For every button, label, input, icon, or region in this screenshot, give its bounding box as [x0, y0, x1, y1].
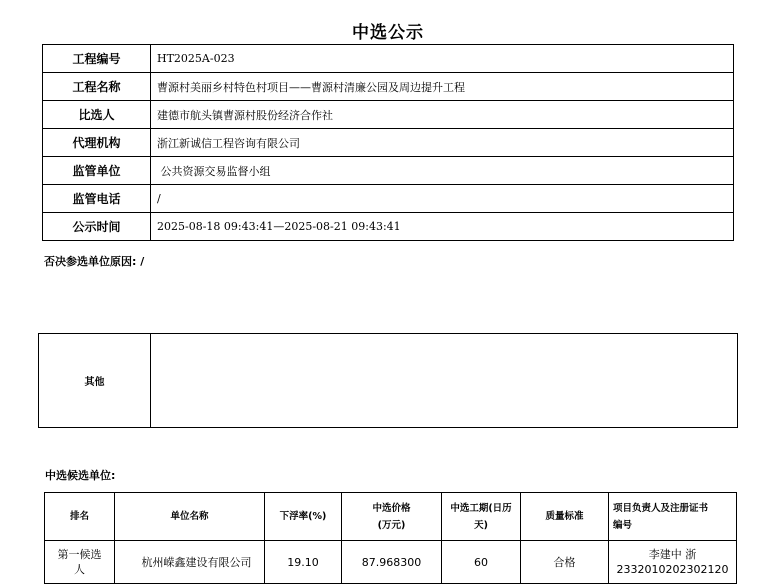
info-label: 监管电话: [43, 185, 151, 213]
info-value: 公共资源交易监督小组: [151, 157, 734, 185]
other-row: [39, 334, 738, 428]
candidates-title: 中选候选单位:: [45, 469, 116, 482]
info-row-project-name: [43, 73, 734, 101]
info-row-supervisor-phone: [43, 185, 734, 213]
header-rate: 下浮率(%): [265, 493, 342, 541]
info-label: 工程名称: [43, 73, 151, 101]
project-info-table: [42, 44, 734, 241]
header-unit: 单位名称: [115, 493, 265, 541]
header-quality: 质量标准: [521, 493, 609, 541]
page-title: 中选公示: [352, 23, 424, 43]
info-label: 比选人: [43, 101, 151, 129]
candidate-price: 87.968300: [342, 541, 442, 584]
candidate-rate: 19.10: [265, 541, 342, 584]
other-value: [151, 334, 738, 428]
info-value: 建德市航头镇曹源村股份经济合作社: [151, 101, 734, 129]
candidate-quality: 合格: [521, 541, 609, 584]
info-value: HT2025A-023: [151, 45, 734, 73]
header-manager: [609, 493, 737, 541]
info-value: 浙江新诚信工程咨询有限公司: [151, 129, 734, 157]
header-manager-line1: 项目负责人及注册证书: [613, 502, 709, 514]
info-label: 工程编号: [43, 45, 151, 73]
candidates-header-row: [45, 493, 737, 541]
candidate-period: 60: [442, 541, 521, 584]
other-label: 其他: [39, 334, 151, 428]
candidate-unit: 杭州嵘鑫建设有限公司: [115, 541, 265, 584]
info-row-selector: [43, 101, 734, 129]
info-value: 曹源村美丽乡村特色村项目——曹源村清廉公园及周边提升工程: [151, 73, 734, 101]
candidate-rank-line2: 人: [74, 563, 85, 576]
info-row-agency: [43, 129, 734, 157]
candidate-rank: [45, 541, 115, 584]
info-row-publicity-period: [43, 213, 734, 241]
candidate-manager-line1: 李建中 浙: [648, 548, 697, 561]
header-period: [442, 493, 521, 541]
candidate-rank-line1: 第一候选: [57, 548, 102, 561]
table-row: [45, 541, 737, 584]
header-price: [342, 493, 442, 541]
header-period-line2: 天): [474, 519, 488, 531]
header-price-line1: 中选价格: [372, 502, 411, 514]
info-row-project-number: [43, 45, 734, 73]
header-manager-line2: 编号: [613, 519, 633, 531]
info-label: 代理机构: [43, 129, 151, 157]
veto-reason: 否决参选单位原因: /: [44, 255, 145, 268]
header-rank: 排名: [45, 493, 115, 541]
other-table: [38, 333, 738, 428]
header-price-line2: (万元): [377, 519, 406, 531]
info-label: 监管单位: [43, 157, 151, 185]
candidates-table: [44, 492, 737, 584]
candidate-manager: [609, 541, 737, 584]
candidate-manager-line2: 2332010202302120: [616, 563, 729, 576]
header-period-line1: 中选工期(日历: [450, 502, 512, 514]
info-value: 2025-08-18 09:43:41—2025-08-21 09:43:41: [151, 213, 734, 241]
info-row-supervisor: [43, 157, 734, 185]
info-value: /: [151, 185, 734, 213]
info-label: 公示时间: [43, 213, 151, 241]
